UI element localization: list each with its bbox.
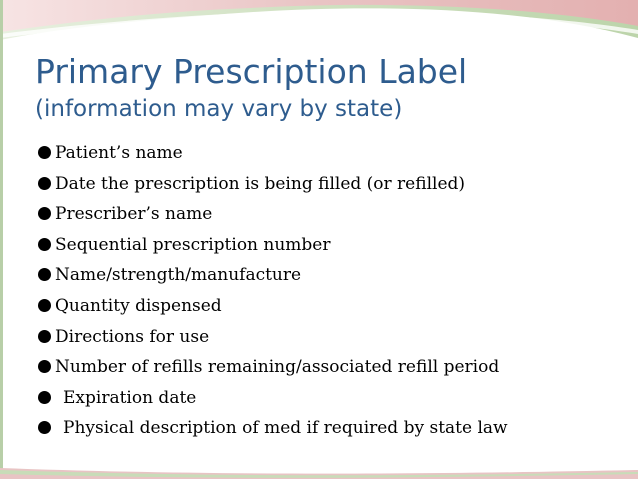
list-item-text: Name/strength/manufacture	[55, 265, 302, 286]
list-item	[38, 260, 508, 291]
bullet-icon	[38, 146, 51, 159]
list-item	[38, 352, 508, 383]
list-item-text: Sequential prescription number	[55, 234, 331, 255]
list-item	[38, 322, 508, 353]
list-item	[38, 413, 508, 444]
bullet-icon	[38, 299, 51, 312]
list-item	[38, 199, 508, 230]
list-item	[38, 169, 508, 200]
bullet-icon	[38, 177, 51, 190]
list-item-text: Number of refills remaining/associated refill period	[55, 357, 500, 378]
list-item	[38, 138, 508, 169]
list-item-text: Directions for use	[55, 326, 210, 347]
bullet-icon	[38, 268, 51, 281]
bullet-icon	[38, 391, 51, 404]
slide-subtitle: (information may vary by state)	[35, 96, 403, 122]
bullet-icon	[38, 238, 51, 251]
list-item-text: Expiration date	[63, 387, 197, 408]
bullet-icon	[38, 330, 51, 343]
bullet-list	[38, 138, 508, 444]
bullet-icon	[38, 207, 51, 220]
list-item-text: Patient’s name	[55, 143, 183, 163]
bullet-icon	[38, 421, 51, 434]
left-green-strip	[0, 0, 3, 479]
list-item-text: Prescriber’s name	[55, 204, 213, 225]
list-item-text: Date the prescription is being filled (or refilled)	[55, 173, 466, 194]
list-item	[38, 291, 508, 322]
list-item	[38, 383, 508, 414]
list-item	[38, 230, 508, 261]
list-item-text: Physical description of med if required by state law	[63, 418, 508, 439]
bullet-icon	[38, 360, 51, 373]
slide-title: Primary Prescription Label	[35, 52, 468, 91]
list-item-text: Quantity dispensed	[55, 295, 222, 316]
